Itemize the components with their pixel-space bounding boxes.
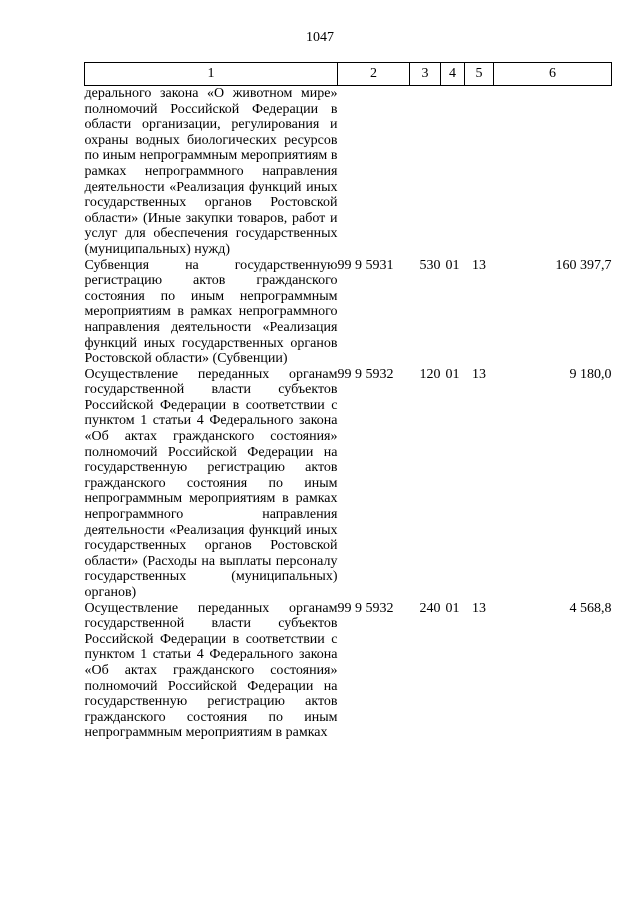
column-header-6: 6 (494, 63, 612, 86)
row-description: Осуществление переданных органам государственной власти субъектов Российской Федерации в соответствии с пунктом 1 статьи 4 Федерального закона «Об актах гражданского состояния» полномочий Российской Федерации на государственную регистрацию актов гражданского состояния по иным непрограммным мероприятиям в рамках непрограммного направления деятельности «Реализация функций иных государственных органов Ростовской области» (Расходы на выплаты персоналу государственных (муниципальных) органов) (84, 366, 338, 600)
table-row (85, 258, 612, 367)
column-header-2: 2 (338, 63, 410, 86)
row-amount: 4 568,8 (569, 600, 612, 616)
table-row (85, 86, 612, 258)
row-amount (494, 86, 612, 258)
column-header-4: 4 (441, 63, 465, 86)
row-section (441, 86, 465, 258)
page-number: 1047 (306, 30, 334, 45)
row-target-code: 99 9 5932 (337, 600, 394, 616)
row-expense-type (410, 86, 441, 258)
column-header-5: 5 (465, 63, 494, 86)
row-amount: 160 397,7 (555, 257, 612, 273)
row-description: Субвенция на государственную регистрацию актов гражданского состояния по иным непрограммным мероприятиям в рамках непрограммного направления деятельности «Реализация функций иных государственных органов Ростовской области» (Субвенции) (84, 257, 338, 367)
table-row (85, 367, 612, 601)
row-target-code: 99 9 5932 (337, 366, 394, 382)
row-section: 01 (445, 600, 460, 616)
row-section: 01 (445, 257, 460, 273)
column-header-1: 1 (85, 63, 338, 86)
row-section: 01 (445, 366, 460, 382)
table-row (85, 601, 612, 741)
row-subsection (465, 86, 494, 258)
row-expense-type: 530 (419, 257, 441, 273)
row-description: Осуществление переданных органам государственной власти субъектов Российской Федерации в соответствии с пунктом 1 статьи 4 Федерального закона «Об актах гражданского состояния» полномочий Российской Федерации на государственную регистрацию актов гражданского состояния по иным непрограммным мероприятиям в рамках (84, 600, 338, 741)
row-target-code (338, 86, 410, 258)
column-header-3: 3 (410, 63, 441, 86)
budget-table (84, 62, 612, 741)
row-expense-type: 120 (419, 366, 441, 382)
row-subsection: 13 (472, 366, 486, 382)
row-subsection: 13 (472, 600, 486, 616)
row-amount: 9 180,0 (569, 366, 612, 382)
row-subsection: 13 (472, 257, 486, 273)
row-description: дерального закона «О животном мире» полномочий Российской Федерации в области организации, регулирования и охраны водных биологических ресурсов по иным непрограммным мероприятиям в рамках непрограммного направления деятельности «Реализация функций иных государственных органов Ростовской области» (Иные закупки товаров, работ и услуг для обеспечения государственных (муниципальных) нужд) (84, 86, 338, 257)
row-target-code: 99 9 5931 (337, 257, 394, 273)
table-header-row (85, 63, 612, 86)
row-expense-type: 240 (419, 600, 441, 616)
